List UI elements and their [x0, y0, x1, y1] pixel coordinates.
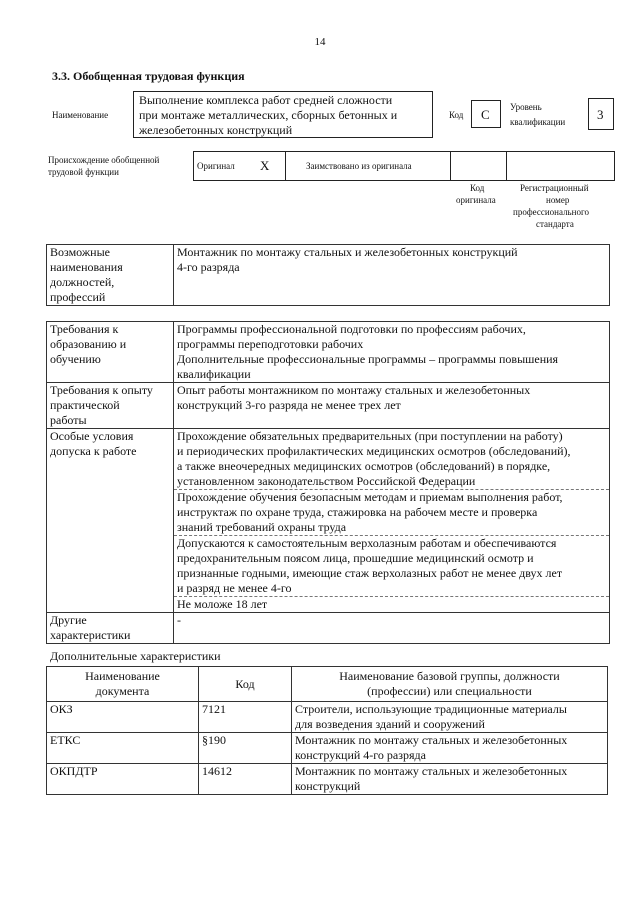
row-doc: ОКПДТР: [47, 764, 199, 795]
page-number: 14: [314, 36, 326, 48]
value-line: 4-го разряда: [177, 260, 240, 274]
value-line: Дополнительные профессиональные программы – программы повышения: [177, 352, 559, 366]
value-line: Прохождение обучения безопасным методам и приемам выполнения работ,: [177, 490, 563, 504]
header-code: Код: [199, 667, 292, 702]
function-name-box: [133, 91, 433, 138]
experience-value: [174, 383, 610, 429]
value-line: Не моложе 18 лет: [177, 597, 268, 611]
value-line: Опыт работы монтажником по монтажу стальных и железобетонных: [177, 383, 531, 397]
header-line: Наименование: [85, 669, 160, 683]
value-line: Прохождение обязательных предварительных (при поступлении на работу): [177, 429, 563, 443]
section-title: 3.3. Обобщенная трудовая функция: [52, 69, 245, 83]
origin-label-line: Происхождение обобщенной: [48, 155, 160, 165]
value-line: инструктаж по охране труда, стажировка на рабочем месте и проверка: [177, 505, 538, 519]
origin-divider: [506, 152, 507, 180]
original-label: Оригинал: [197, 161, 235, 171]
code-caption-line: Код: [470, 183, 485, 193]
origin-label-line: трудовой функции: [48, 167, 119, 177]
borrowed-label: Заимствовано из оригинала: [306, 161, 412, 171]
function-name-line: при монтаже металлических, сборных бетонных и: [139, 108, 398, 122]
value-line: признанные годными, имеющие стаж верхолазных работ не менее двух лет: [177, 566, 563, 580]
label-line: допуска к работе: [50, 444, 137, 458]
other-label: [47, 613, 174, 644]
label-line: практической: [50, 398, 120, 412]
value-line: конструкций 3-го разряда не менее трех лет: [177, 398, 401, 412]
requirements-table: [46, 321, 610, 644]
value-line: конструкций 4-го разряда: [295, 748, 426, 762]
experience-label: [47, 383, 174, 429]
level-label-line: Уровень: [510, 102, 542, 112]
row-code: 14612: [199, 764, 292, 795]
name-label: Наименование: [52, 110, 109, 120]
header-line: документа: [95, 684, 150, 698]
row-name: [292, 733, 608, 764]
label-line: наименования: [50, 260, 123, 274]
label-line: Возможные: [50, 245, 110, 259]
row-doc: ЕТКС: [47, 733, 199, 764]
table-row: [47, 764, 608, 795]
row-name: [292, 702, 608, 733]
function-name-line: Выполнение комплекса работ средней сложности: [139, 93, 393, 107]
value-line: Монтажник по монтажу стальных и железобетонных конструкций: [177, 245, 518, 259]
positions-value: [174, 245, 610, 306]
header-line: Наименование базовой группы, должности: [339, 669, 560, 683]
row-code: 7121: [199, 702, 292, 733]
value-line: для возведения зданий и сооружений: [295, 717, 485, 731]
code-label: Код: [449, 110, 464, 120]
value-line: Строители, использующие традиционные материалы: [295, 702, 567, 716]
value-line: знаний требований охраны труда: [177, 520, 347, 534]
condition-item: [174, 490, 609, 536]
header-name: [292, 667, 608, 702]
additional-title: Дополнительные характеристики: [50, 649, 221, 663]
label-line: Требования к: [50, 322, 119, 336]
positions-label: [47, 245, 174, 306]
code-value-box: [471, 100, 501, 128]
reg-caption-line: Регистрационный: [520, 183, 589, 193]
education-label: [47, 322, 174, 383]
origin-divider: [450, 152, 451, 180]
value-line: и разряд не менее 4-го: [177, 581, 292, 595]
table-row: [47, 733, 608, 764]
value-line: Допускаются к самостоятельным верхолазным работам и обеспечиваются: [177, 536, 557, 550]
origin-row: [193, 151, 615, 181]
value-line: конструкций: [295, 779, 361, 793]
label-line: Другие: [50, 613, 87, 627]
value-line: предохранительным поясом лица, прошедшие медицинский осмотр и: [177, 551, 534, 565]
value-line: и периодических профилактических медицинских осмотров (обследований),: [177, 444, 571, 458]
origin-divider: [285, 152, 286, 180]
label-line: Требования к опыту: [50, 383, 153, 397]
condition-item: [174, 429, 609, 490]
row-code: §190: [199, 733, 292, 764]
row-name: [292, 764, 608, 795]
level-label-line: квалификации: [510, 117, 566, 127]
original-mark: X: [260, 158, 270, 173]
reg-caption-line: профессионального: [513, 207, 589, 217]
additional-table: [46, 666, 608, 795]
table-row: [47, 702, 608, 733]
reg-caption-line: стандарта: [536, 219, 574, 229]
level-value-box: [588, 98, 614, 130]
conditions-value: [174, 429, 610, 613]
label-line: обучению: [50, 352, 101, 366]
value-line: а также внеочередных медицинских осмотров (обследований) в порядке,: [177, 459, 551, 473]
header-line: (профессии) или специальности: [367, 684, 532, 698]
code-value: С: [481, 107, 490, 122]
value-line: программы переподготовки рабочих: [177, 337, 364, 351]
education-value: [174, 322, 610, 383]
header-doc: [47, 667, 199, 702]
label-line: характеристики: [50, 628, 131, 642]
value-line: установленном законодательством Российской Федерации: [177, 474, 476, 488]
reg-caption-line: номер: [546, 195, 570, 205]
code-caption-line: оригинала: [456, 195, 496, 205]
label-line: профессий: [50, 290, 106, 304]
condition-item: [174, 536, 609, 597]
row-doc: ОКЗ: [47, 702, 199, 733]
value-line: Программы профессиональной подготовки по профессиям рабочих,: [177, 322, 526, 336]
value-line: Монтажник по монтажу стальных и железобетонных: [295, 764, 568, 778]
conditions-label: [47, 429, 174, 613]
label-line: работы: [50, 413, 87, 427]
value-line: квалификации: [177, 367, 251, 381]
label-line: Особые условия: [50, 429, 134, 443]
other-value: -: [174, 613, 610, 644]
label-line: образованию и: [50, 337, 127, 351]
value-line: Монтажник по монтажу стальных и железобетонных: [295, 733, 568, 747]
positions-table: [46, 244, 610, 306]
condition-item: [174, 597, 609, 612]
label-line: должностей,: [50, 275, 115, 289]
function-name-line: железобетонных конструкций: [139, 123, 293, 137]
level-value: 3: [597, 107, 604, 122]
